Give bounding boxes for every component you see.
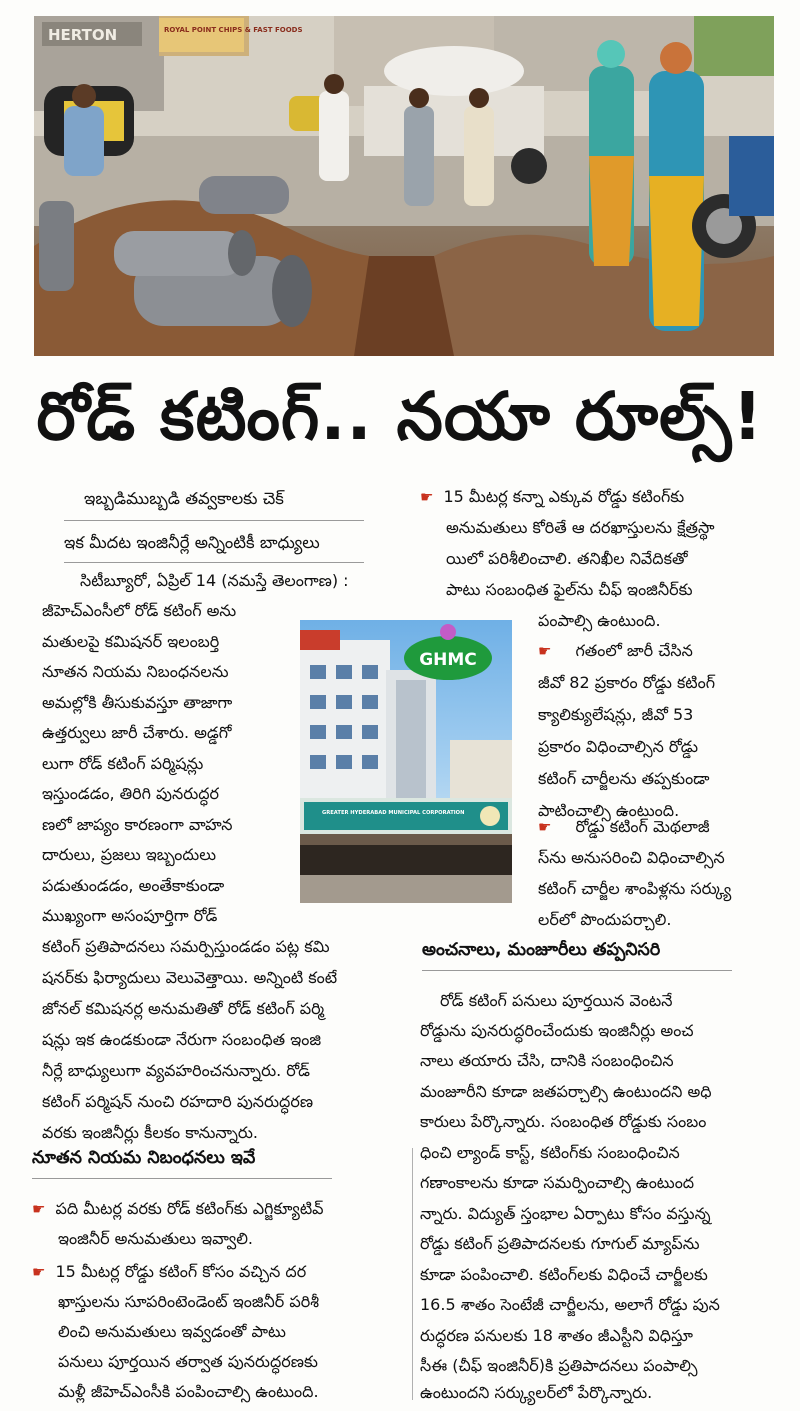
body-line: షన్లు ఇక ఉండకుండా నేరుగా సంబంధిత ఇంజి (42, 1030, 322, 1049)
bullet-text: స్‌ను అనుసరించి విధించాల్సిన (538, 848, 725, 867)
rule-list-upper-end (538, 606, 778, 638)
bullet-text: కటింగ్ చార్జీలను తప్పకుండా (538, 769, 710, 788)
body-line: 16.5 శాతం సెంటేజీ చార్జీలను, అలాగే రోడ్డు పున (420, 1295, 720, 1314)
body-line: మంజూరీని కూడా జతపర్చాల్సి ఉంటుందని అధి (420, 1082, 712, 1101)
subhead-estimates: అంచనాలు, మంజూరీలు తప్పనిసరి (422, 940, 732, 971)
ghmc-building-photo (300, 620, 512, 903)
body-line: కటింగ్ ప్రతిపాదనలు సమర్పిస్తుండడం పట్ల కమి (42, 937, 330, 956)
bullet-text: పంపాల్సి ఉంటుంది. (538, 611, 661, 630)
subhead-new-rules: నూతన నియమ నిబంధనలు ఇవే (32, 1148, 332, 1179)
bullet-item (32, 1194, 410, 1224)
rule-list-lower (538, 812, 778, 942)
body-line: ఉంటుందని సర్క్యులర్‌లో పేర్కొన్నారు. (420, 1383, 653, 1402)
pointing-hand-icon: ☛ (32, 1200, 46, 1218)
body-line: రోడ్డును పునరుద్ధరించేందుకు ఇంజినీర్లు అంచ (420, 1021, 694, 1040)
road-cutting-scene-graphic (34, 16, 774, 356)
dateline: సిటీబ్యూరో, ఏప్రిల్ 14 (నమస్తే తెలంగాణ) : (80, 571, 349, 590)
body-line: వరకు ఇంజినీర్లు కీలకం కానున్నారు. (42, 1123, 258, 1142)
body-line: పడుతుండడం, అంతేకాకుండా (42, 876, 225, 895)
bullet-text: అనుమతులు కోరితే ఆ దరఖాస్తులను క్షేత్రస్థా (446, 518, 715, 537)
bullet-text: ఖాస్తులను సూపరింటెండెంట్ ఇంజినీర్ పరిశీ (58, 1292, 320, 1311)
bullet-text: యిలో పరిశీలించాలి. తనిఖీల నివేదికతో (446, 549, 688, 568)
body-line: జోనల్ కమిషనర్ల అనుమతితో రోడ్ కటింగ్ పర్మి (42, 999, 325, 1018)
article-intro-wide (42, 932, 412, 1147)
bullet-text: పనులు పూర్తయిన తర్వాత పునరుద్ధరణకు (58, 1352, 318, 1371)
body-line: గణాంకాలను కూడా సమర్పించాల్సి ఉంటుంద (420, 1173, 695, 1192)
bullet-text: ఇంజినీర్ అనుమతులు ఇవ్వాలి. (58, 1229, 254, 1248)
body-line: ధించి ల్యాండ్ కాస్ట్, కటింగ్‌కు సంబంధించిన (420, 1143, 680, 1162)
body-line: కటింగ్ పర్మిషన్ నుంచి రహదారి పునరుద్ధరణ (42, 1092, 314, 1111)
bullet-text: జీవో 82 ప్రకారం రోడ్డు కటింగ్ (538, 673, 716, 692)
body-line: దారులు, ప్రజలు ఇబ్బందులు (42, 845, 217, 864)
kicker-divider (64, 520, 364, 521)
shop-sign-herton: HERTON (48, 26, 118, 44)
pointing-hand-icon: ☛ (538, 818, 552, 836)
body-line: నూతన నియమ నిబంధనలను (42, 662, 229, 681)
kicker-1: ఇబ్బడిముబ్బడి తవ్వకాలకు చెక్ (84, 489, 284, 508)
body-line: నాలు తయారు చేసి, దానికి సంబంధించిన (420, 1051, 674, 1070)
body-line: ముఖ్యంగా అసంపూర్తిగా రోడ్ (42, 906, 218, 925)
body-line: ణలో జాప్యం కారణంగా వాహన (42, 815, 233, 834)
pointing-hand-icon: ☛ (538, 642, 552, 660)
headline: రోడ్ కటింగ్.. నయా రూల్స్! (36, 378, 764, 455)
ghmc-building-graphic (300, 620, 512, 903)
pointing-hand-icon: ☛ (32, 1263, 46, 1281)
ghmc-building-sign: GREATER HYDERABAD MUNICIPAL CORPORATION (322, 810, 465, 816)
bullet-text: కటింగ్ చార్జీల శాంపిళ్లను సర్క్యు (538, 879, 732, 898)
bullet-text: మళ్లీ జీహెచ్ఎంసీకి పంపించాల్సి ఉంటుంది. (58, 1382, 319, 1401)
bullet-text: 15 మీటర్ల రోడ్డు కటింగ్ కోసం వచ్చిన దర (55, 1262, 307, 1281)
ghmc-logo-text: GHMC (419, 650, 477, 670)
new-rules-list (32, 1194, 410, 1404)
body-line: ఉత్తర్వులు జారీ చేశారు. అడ్డగో (42, 723, 232, 742)
column-divider (412, 1148, 413, 1400)
body-line: జీహెచ్ఎంసీలో రోడ్ కటింగ్ అను (42, 601, 237, 620)
bullet-item (32, 1257, 410, 1287)
rule-list-middle (538, 636, 778, 836)
kicker-divider-2 (64, 562, 364, 563)
body-line: కూడా పంపించాలి. కటింగ్‌లకు విధించే చార్జీలకు (420, 1265, 708, 1284)
body-line: మతులపై కమిషనర్ ఇలంబర్తి (42, 632, 220, 651)
body-line: లుగా రోడ్ కటింగ్ పర్మిషన్లు (42, 754, 204, 773)
body-line: రోడ్డు కటింగ్ ప్రతిపాదనలకు గూగుల్ మ్యాప్‌ను (420, 1234, 700, 1253)
body-line: అమల్లోకి తీసుకువస్తూ తాజాగా (42, 693, 233, 712)
estimates-body (420, 986, 780, 1406)
body-line: న్నారు. విద్యుత్ స్తంభాల ఏర్పాటు కోసం వస్తున్న (420, 1204, 711, 1223)
body-line: నీర్లే బాధ్యులుగా వ్యవహరించనున్నారు. రోడ్ (42, 1061, 310, 1080)
body-line: షనర్‌కు ఫిర్యాదులు వెలువెత్తాయి. అన్నింటి కంటే (42, 968, 338, 987)
road-cutting-photo (34, 16, 774, 356)
bullet-text: లర్‌లో పొందుపర్చాలి. (538, 910, 672, 929)
bullet-text: పది మీటర్ల వరకు రోడ్ కటింగ్‌కు ఎగ్జిక్యూటివ్ (55, 1199, 324, 1218)
body-line: సీఈ (చీఫ్ ఇంజినీర్)కి ప్రతిపాదనలు పంపాల్సి (420, 1356, 698, 1375)
body-line: కారులు పేర్కొన్నారు. సంబంధిత రోడ్డుకు సంబం (420, 1112, 707, 1131)
bullet-text: పాటించాల్సి ఉంటుంది. (538, 801, 680, 820)
pointing-hand-icon: ☛ (420, 488, 434, 506)
body-line: రుద్ధరణ పనులకు 18 శాతం జీఎస్టీని విధిస్తూ (420, 1326, 693, 1345)
kicker-2: ఇక మీదట ఇంజినీర్లే అన్నింటికీ బాధ్యులు (64, 533, 320, 552)
body-line: ఇస్తుండడం, తిరిగి పునరుద్ధర (42, 784, 220, 803)
bullet-item (538, 812, 778, 842)
rule-list-upper (420, 482, 780, 622)
shop-sign-royal-point: ROYAL POINT CHIPS & FAST FOODS (164, 26, 303, 34)
bullet-text: క్యాలిక్యులేషన్లు, జీవో 53 (538, 705, 694, 724)
bullet-text: 15 మీటర్ల కన్నా ఎక్కువ రోడ్డు కటింగ్‌కు (443, 487, 685, 506)
bullet-text: పాటు సంబంధిత ఫైల్‌ను చీఫ్ ఇంజినీర్‌కు (446, 580, 693, 599)
bullet-item (538, 636, 778, 666)
body-line: రోడ్ కటింగ్ పనులు పూర్తయిన వెంటనే (440, 991, 673, 1010)
bullet-text: ప్రకారం విధించాల్సిన రోడ్డు (538, 737, 699, 756)
bullet-item (420, 482, 780, 512)
bullet-text: గతంలో జారీ చేసిన (575, 641, 693, 660)
bullet-text: లించి అనుమతులు ఇవ్వడంతో పాటు (58, 1322, 286, 1341)
bullet-text: రోడ్డు కటింగ్ మెథలాజీ (575, 817, 710, 836)
